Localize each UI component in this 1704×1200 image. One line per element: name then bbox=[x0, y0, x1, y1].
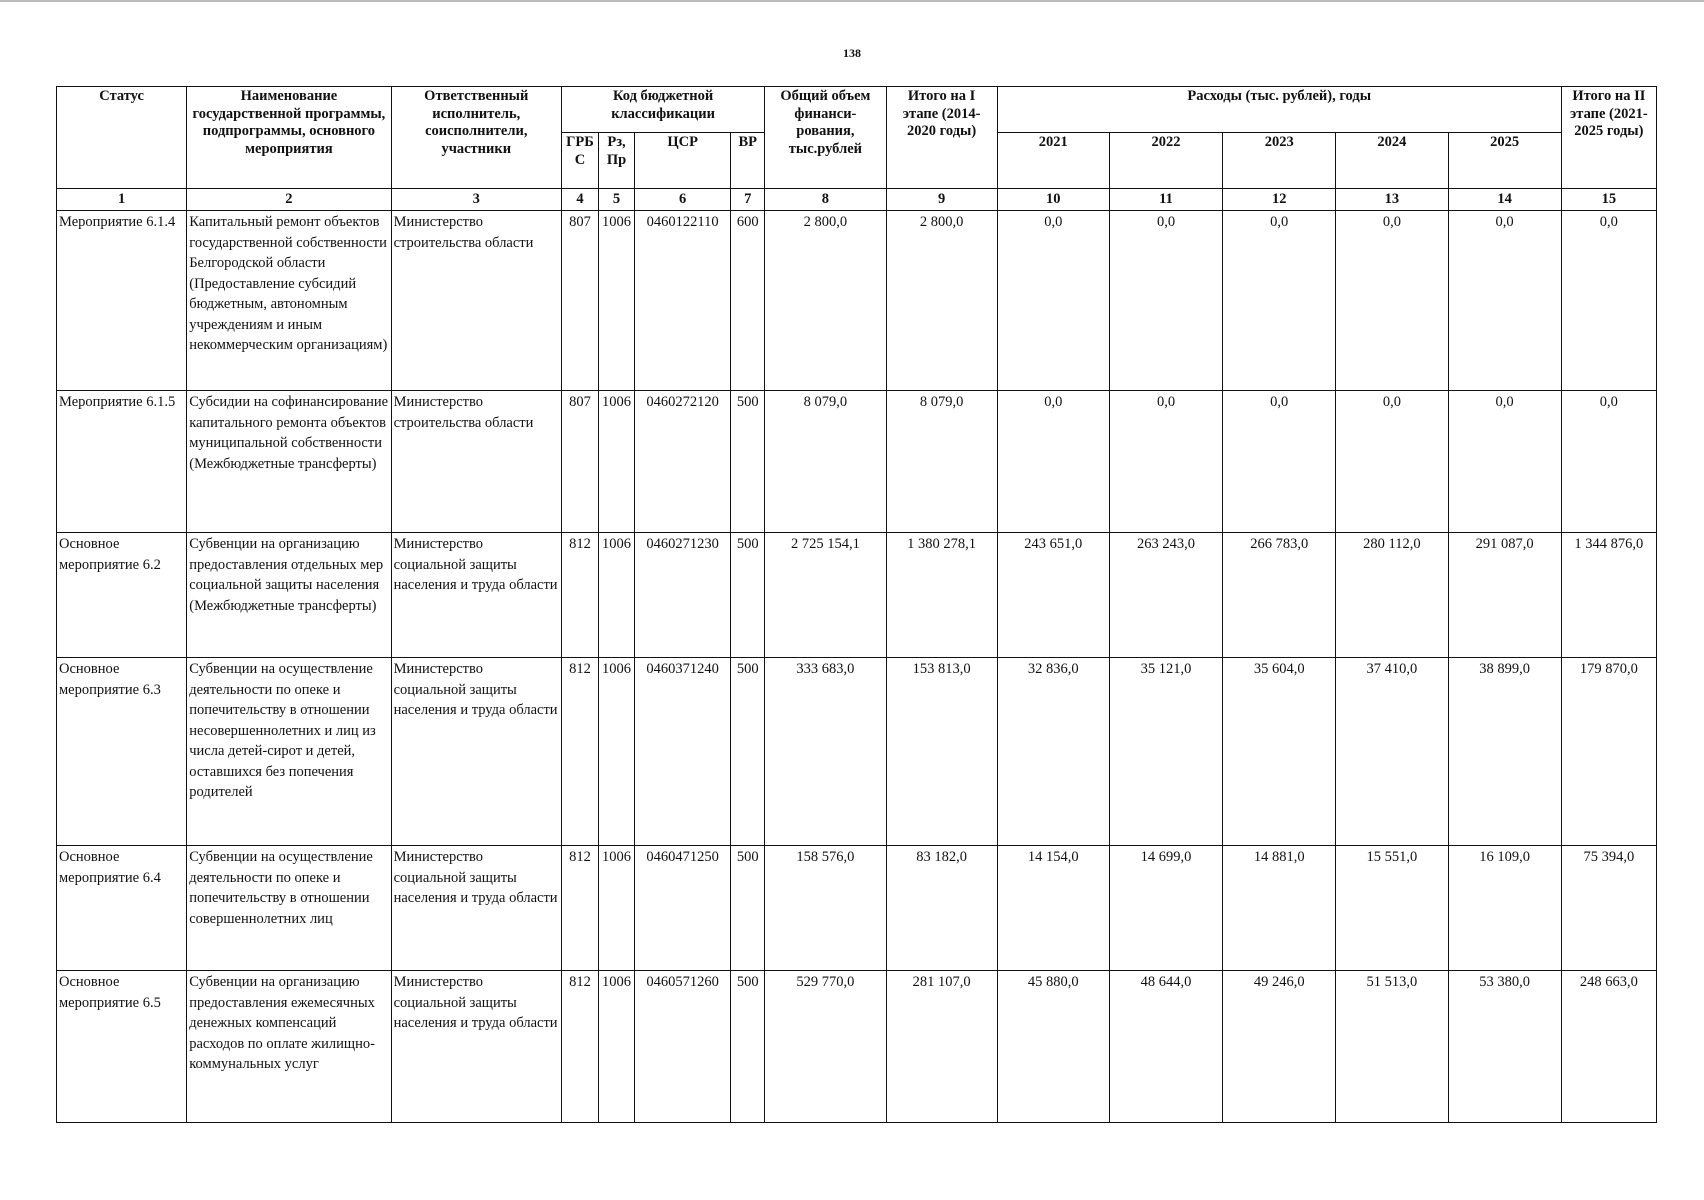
cell-year-2022: 48 644,0 bbox=[1109, 971, 1222, 1123]
cell-csr: 0460272120 bbox=[635, 391, 731, 533]
cell-vr: 500 bbox=[731, 846, 765, 971]
cell-stage1: 8 079,0 bbox=[886, 391, 997, 533]
cell-year-2021: 0,0 bbox=[997, 211, 1109, 391]
cell-stage1: 1 380 278,1 bbox=[886, 533, 997, 658]
cell-year-2024: 37 410,0 bbox=[1336, 658, 1448, 846]
cell-name: Субвенции на организацию предоставления ежемесячных денежных компенсаций расходов по оплате жилищно-коммунальных услуг bbox=[187, 971, 391, 1123]
column-number: 13 bbox=[1336, 189, 1448, 211]
column-number: 8 bbox=[765, 189, 886, 211]
cell-name: Субсидии на софинансирование капитального ремонта объектов муниципальной собственности (Межбюджетные трансферты) bbox=[187, 391, 391, 533]
cell-vr: 500 bbox=[731, 533, 765, 658]
cell-grbs: 812 bbox=[561, 533, 598, 658]
header-stage2: Итого на II этапе (2021-2025 годы) bbox=[1561, 87, 1656, 189]
table-header bbox=[57, 87, 1657, 211]
cell-rzpr: 1006 bbox=[598, 658, 634, 846]
header-name: Наименование государственной программы, подпрограммы, основного мероприятия bbox=[187, 87, 391, 189]
cell-rzpr: 1006 bbox=[598, 971, 634, 1123]
cell-year-2025: 16 109,0 bbox=[1448, 846, 1561, 971]
header-executor: Ответственный исполнитель, соисполнители, участники bbox=[391, 87, 561, 189]
cell-csr: 0460571260 bbox=[635, 971, 731, 1123]
scan-edge bbox=[0, 0, 1704, 2]
cell-year-2025: 291 087,0 bbox=[1448, 533, 1561, 658]
cell-stage2: 75 394,0 bbox=[1561, 846, 1656, 971]
table-row bbox=[57, 533, 1657, 658]
cell-year-2022: 35 121,0 bbox=[1109, 658, 1222, 846]
cell-executor: Министерство социальной защиты населения и труда области bbox=[391, 846, 561, 971]
cell-vr: 500 bbox=[731, 971, 765, 1123]
header-year-2024: 2024 bbox=[1336, 133, 1448, 189]
column-number: 1 bbox=[57, 189, 187, 211]
column-numbers-row bbox=[57, 189, 1657, 211]
cell-year-2021: 14 154,0 bbox=[997, 846, 1109, 971]
column-number: 10 bbox=[997, 189, 1109, 211]
cell-year-2022: 0,0 bbox=[1109, 391, 1222, 533]
table-row bbox=[57, 211, 1657, 391]
cell-year-2021: 32 836,0 bbox=[997, 658, 1109, 846]
cell-status: Основное мероприятие 6.2 bbox=[57, 533, 187, 658]
cell-total: 529 770,0 bbox=[765, 971, 886, 1123]
cell-year-2025: 53 380,0 bbox=[1448, 971, 1561, 1123]
cell-executor: Министерство социальной защиты населения и труда области bbox=[391, 658, 561, 846]
column-number: 12 bbox=[1223, 189, 1336, 211]
cell-year-2023: 266 783,0 bbox=[1223, 533, 1336, 658]
cell-stage2: 248 663,0 bbox=[1561, 971, 1656, 1123]
column-number: 11 bbox=[1109, 189, 1222, 211]
cell-year-2025: 0,0 bbox=[1448, 391, 1561, 533]
table-row bbox=[57, 971, 1657, 1123]
cell-rzpr: 1006 bbox=[598, 846, 634, 971]
cell-status: Основное мероприятие 6.5 bbox=[57, 971, 187, 1123]
cell-year-2024: 0,0 bbox=[1336, 391, 1448, 533]
cell-year-2025: 38 899,0 bbox=[1448, 658, 1561, 846]
cell-name: Субвенции на осуществление деятельности по опеке и попечительству в отношении несовершеннолетних и лиц из числа детей-сирот и детей, оставшихся без попечения родителей bbox=[187, 658, 391, 846]
cell-year-2022: 14 699,0 bbox=[1109, 846, 1222, 971]
cell-year-2024: 15 551,0 bbox=[1336, 846, 1448, 971]
header-year-2025: 2025 bbox=[1448, 133, 1561, 189]
cell-grbs: 812 bbox=[561, 971, 598, 1123]
cell-year-2024: 0,0 bbox=[1336, 211, 1448, 391]
column-number: 4 bbox=[561, 189, 598, 211]
header-csr: ЦСР bbox=[635, 133, 731, 189]
column-number: 2 bbox=[187, 189, 391, 211]
table-row bbox=[57, 391, 1657, 533]
cell-year-2023: 0,0 bbox=[1223, 391, 1336, 533]
cell-total: 333 683,0 bbox=[765, 658, 886, 846]
cell-stage2: 1 344 876,0 bbox=[1561, 533, 1656, 658]
header-status: Статус bbox=[57, 87, 187, 189]
column-number: 9 bbox=[886, 189, 997, 211]
budget-table bbox=[56, 86, 1657, 1123]
page-number: 138 bbox=[843, 46, 861, 60]
header-year-2021: 2021 bbox=[997, 133, 1109, 189]
cell-year-2022: 0,0 bbox=[1109, 211, 1222, 391]
cell-year-2024: 280 112,0 bbox=[1336, 533, 1448, 658]
cell-year-2022: 263 243,0 bbox=[1109, 533, 1222, 658]
cell-year-2023: 35 604,0 bbox=[1223, 658, 1336, 846]
table-body bbox=[57, 211, 1657, 1123]
cell-year-2023: 0,0 bbox=[1223, 211, 1336, 391]
cell-name: Субвенции на осуществление деятельности по опеке и попечительству в отношении совершеннолетних лиц bbox=[187, 846, 391, 971]
header-vr: ВР bbox=[731, 133, 765, 189]
cell-name: Субвенции на организацию предоставления отдельных мер социальной защиты населения (Межбюджетные трансферты) bbox=[187, 533, 391, 658]
cell-total: 2 800,0 bbox=[765, 211, 886, 391]
cell-grbs: 807 bbox=[561, 211, 598, 391]
header-year-2022: 2022 bbox=[1109, 133, 1222, 189]
header-rzpr: Рз, Пр bbox=[598, 133, 634, 189]
cell-status: Мероприятие 6.1.4 bbox=[57, 211, 187, 391]
cell-total: 2 725 154,1 bbox=[765, 533, 886, 658]
cell-csr: 0460471250 bbox=[635, 846, 731, 971]
cell-executor: Министерство социальной защиты населения и труда области bbox=[391, 971, 561, 1123]
cell-csr: 0460122110 bbox=[635, 211, 731, 391]
cell-stage1: 83 182,0 bbox=[886, 846, 997, 971]
cell-rzpr: 1006 bbox=[598, 533, 634, 658]
header-expenses: Расходы (тыс. рублей), годы bbox=[997, 87, 1561, 133]
cell-year-2024: 51 513,0 bbox=[1336, 971, 1448, 1123]
table-row bbox=[57, 846, 1657, 971]
cell-year-2023: 14 881,0 bbox=[1223, 846, 1336, 971]
column-number: 7 bbox=[731, 189, 765, 211]
column-number: 15 bbox=[1561, 189, 1656, 211]
cell-status: Основное мероприятие 6.4 bbox=[57, 846, 187, 971]
cell-vr: 500 bbox=[731, 391, 765, 533]
table-row bbox=[57, 658, 1657, 846]
cell-rzpr: 1006 bbox=[598, 211, 634, 391]
cell-csr: 0460271230 bbox=[635, 533, 731, 658]
cell-total: 8 079,0 bbox=[765, 391, 886, 533]
cell-year-2021: 0,0 bbox=[997, 391, 1109, 533]
cell-total: 158 576,0 bbox=[765, 846, 886, 971]
cell-stage1: 281 107,0 bbox=[886, 971, 997, 1123]
cell-stage2: 0,0 bbox=[1561, 211, 1656, 391]
cell-stage1: 153 813,0 bbox=[886, 658, 997, 846]
cell-stage2: 0,0 bbox=[1561, 391, 1656, 533]
cell-year-2023: 49 246,0 bbox=[1223, 971, 1336, 1123]
cell-executor: Министерство строительства области bbox=[391, 211, 561, 391]
cell-grbs: 807 bbox=[561, 391, 598, 533]
cell-executor: Министерство строительства области bbox=[391, 391, 561, 533]
cell-vr: 600 bbox=[731, 211, 765, 391]
column-number: 6 bbox=[635, 189, 731, 211]
cell-year-2021: 243 651,0 bbox=[997, 533, 1109, 658]
cell-rzpr: 1006 bbox=[598, 391, 634, 533]
cell-executor: Министерство социальной защиты населения и труда области bbox=[391, 533, 561, 658]
cell-grbs: 812 bbox=[561, 846, 598, 971]
column-number: 3 bbox=[391, 189, 561, 211]
cell-status: Мероприятие 6.1.5 bbox=[57, 391, 187, 533]
column-number: 14 bbox=[1448, 189, 1561, 211]
cell-grbs: 812 bbox=[561, 658, 598, 846]
cell-year-2021: 45 880,0 bbox=[997, 971, 1109, 1123]
cell-status: Основное мероприятие 6.3 bbox=[57, 658, 187, 846]
column-number: 5 bbox=[598, 189, 634, 211]
cell-name: Капитальный ремонт объектов государственной собственности Белгородской области (Предоставление субсидий бюджетным, автономным учреждениям и иным некоммерческим организациям) bbox=[187, 211, 391, 391]
header-total-volume: Общий объем финанси- рования, тыс.рублей bbox=[765, 87, 886, 189]
cell-stage1: 2 800,0 bbox=[886, 211, 997, 391]
header-grbs: ГРБ С bbox=[561, 133, 598, 189]
cell-vr: 500 bbox=[731, 658, 765, 846]
header-year-2023: 2023 bbox=[1223, 133, 1336, 189]
header-budget-code: Код бюджетной классификации bbox=[561, 87, 764, 133]
cell-csr: 0460371240 bbox=[635, 658, 731, 846]
header-stage1: Итого на I этапе (2014-2020 годы) bbox=[886, 87, 997, 189]
cell-year-2025: 0,0 bbox=[1448, 211, 1561, 391]
cell-stage2: 179 870,0 bbox=[1561, 658, 1656, 846]
